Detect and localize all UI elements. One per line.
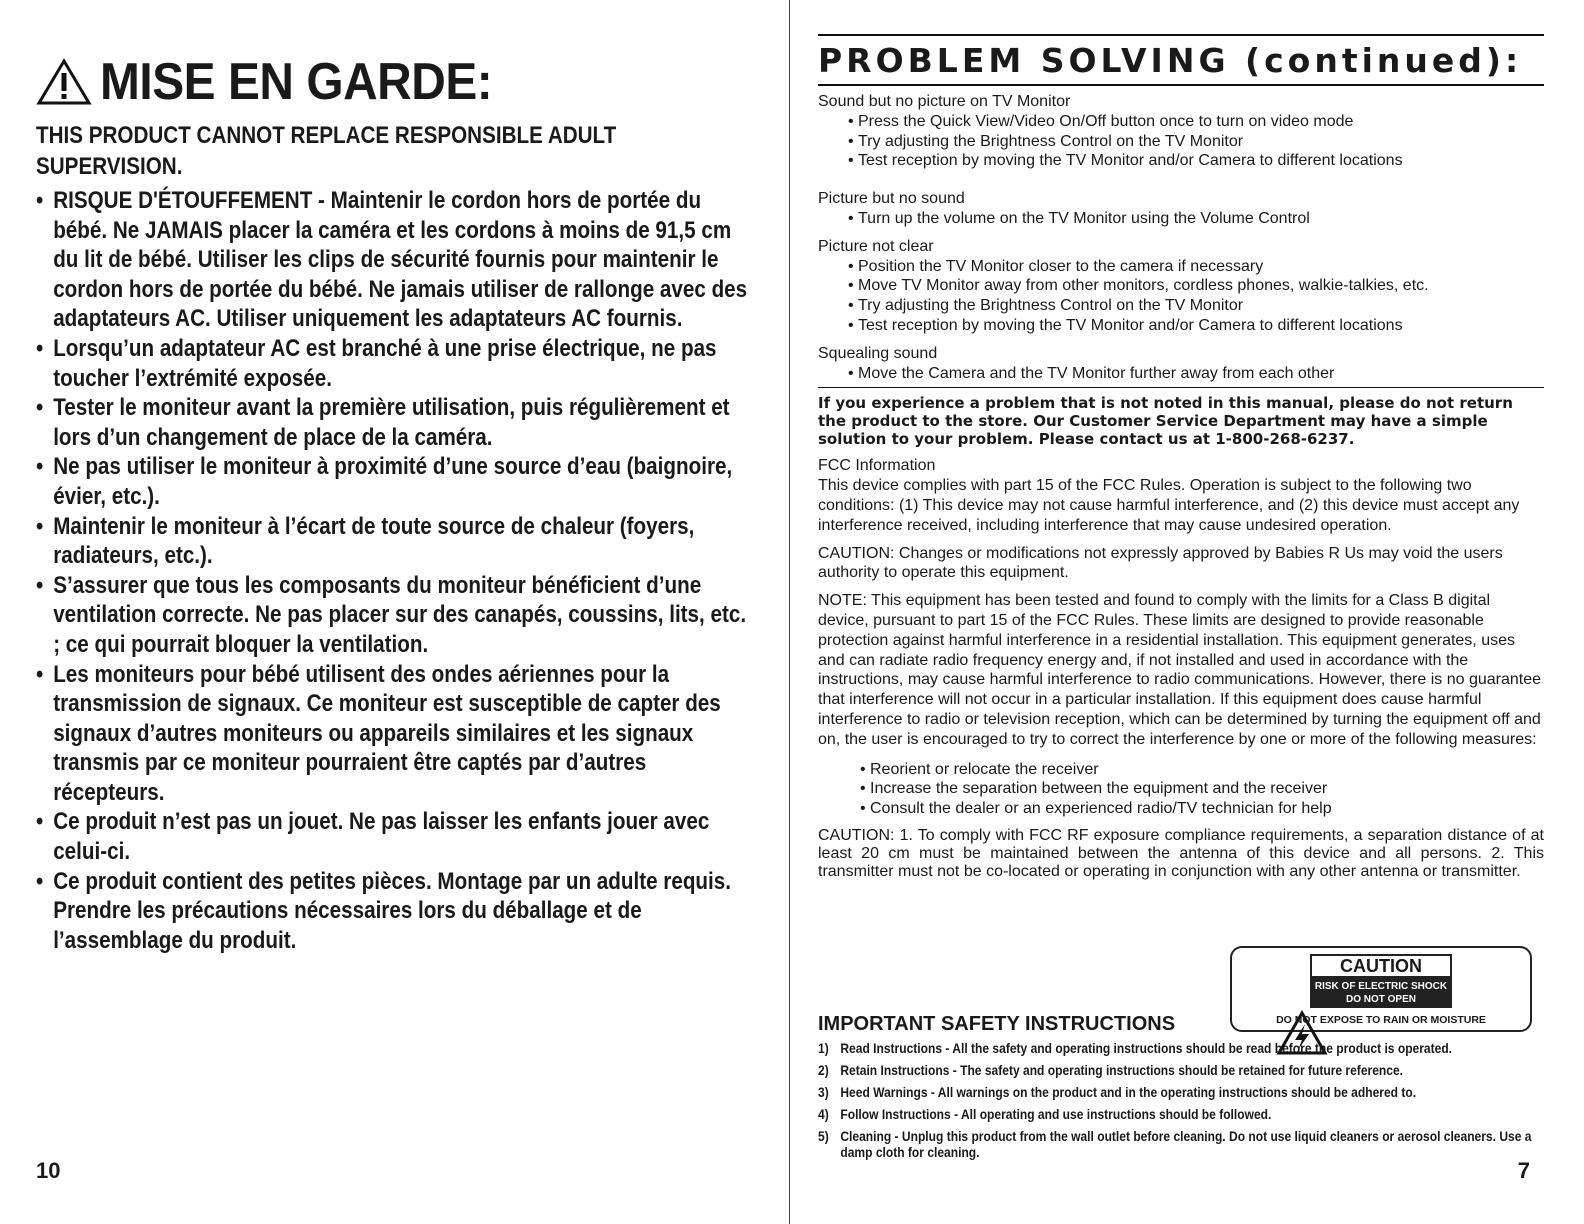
fcc-heading: FCC Information xyxy=(818,457,936,475)
list-item: • Ne pas utiliser le moniteur à proximité d’une source d’eau (baignoire, évier, etc.). xyxy=(36,452,758,511)
caution-center xyxy=(1310,954,1452,1008)
list-item: • Tester le moniteur avant la première utilisation, puis régulièrement et lors d’un changement de place de la caméra. xyxy=(36,393,758,452)
section-rule xyxy=(818,387,1544,388)
warning-header xyxy=(36,52,760,112)
customer-service-notice: If you experience a problem that is not noted in this manual, please do not return the product to the store. Our Customer Service Department may have a simple solution to your problem. Please contact us at 1-800-268-6237. xyxy=(818,394,1513,449)
problem-heading: Sound but no picture on TV Monitor xyxy=(818,93,1071,110)
item-text: Heed Warnings - All warnings on the product and in the operating instructions should be adhered to. xyxy=(840,1084,1417,1100)
item-number: 5) xyxy=(818,1128,829,1144)
caution-label xyxy=(1230,946,1532,1032)
measures-list xyxy=(818,760,1544,819)
item-text: Read Instructions - All the safety and operating instructions should be read before the product is operated. xyxy=(840,1040,1453,1056)
fcc-section xyxy=(818,456,1544,535)
fcc-text: This device complies with part 15 of the FCC Rules. Operation is subject to the following two conditions: (1) This device may not cause harmful interference, and (2) this device must accept any interference received, including interference that may cause undesired operation. xyxy=(818,477,1520,534)
problem-group xyxy=(818,344,1544,384)
page-number: 10 xyxy=(36,1158,61,1183)
item-number: 4) xyxy=(818,1106,829,1122)
tip-item: • Press the Quick View/Video On/Off button once to turn on video mode xyxy=(818,112,1544,132)
do-not-open-text: DO NOT OPEN xyxy=(1345,994,1416,1005)
caution-subtext xyxy=(1310,978,1452,1008)
tip-item: • Try adjusting the Brightness Control on the TV Monitor xyxy=(818,132,1544,152)
list-item xyxy=(818,1106,1554,1122)
caution-footer: DO NOT EXPOSE TO RAIN OR MOISTURE xyxy=(1276,1014,1486,1026)
list-item xyxy=(818,1062,1554,1078)
title-rule xyxy=(818,84,1544,86)
problem-group xyxy=(818,92,1544,171)
list-item xyxy=(818,1084,1554,1100)
item-number: 1) xyxy=(818,1040,829,1056)
warning-triangle-icon xyxy=(36,58,92,106)
tip-item: • Position the TV Monitor closer to the camera if necessary xyxy=(818,257,1544,277)
list-item: • Consult the dealer or an experienced radio/TV technician for help xyxy=(818,799,1544,819)
tip-item: • Test reception by moving the TV Monitor and/or Camera to different locations xyxy=(818,316,1544,336)
list-item: • RISQUE D'ÉTOUFFEMENT - Maintenir le cordon hors de portée du bébé. Ne JAMAIS placer la caméra et les cordons à moins de 91,5 cm du lit de bébé. Utiliser les clips de sécurité fournis pour maintenir le cordon hors de portée du bébé. Ne jamais utiliser de rallonge avec des adaptateurs AC. Utiliser uniquement les adaptateurs AC fournis. xyxy=(36,186,758,334)
warning-title: MISE EN GARDE: xyxy=(100,53,493,111)
warning-list xyxy=(36,186,758,955)
list-item xyxy=(818,1128,1554,1160)
problem-group xyxy=(818,237,1544,336)
rf-caution-text: CAUTION: 1. To comply with FCC RF exposure compliance requirements, a separation distance of at least 20 cm must be maintained between the antenna of this device and all persons. 2. This transmitter must not be co-located or operating in conjunction with any other antenna or transmitter. xyxy=(818,826,1544,880)
left-page xyxy=(0,0,790,1224)
list-item: • S’assurer que tous les composants du moniteur bénéficient d’une ventilation correcte. Ne pas placer sur des canapés, coussins, lits, etc. ; ce qui pourrait bloquer la ventilation. xyxy=(36,571,758,660)
list-item: • Lorsqu’un adaptateur AC est branché à une prise électrique, ne pas toucher l’extrémité exposée. xyxy=(36,334,758,393)
shock-risk-text: RISK OF ELECTRIC SHOCK xyxy=(1314,981,1448,992)
problem-list xyxy=(818,92,1544,383)
tip-item: • Move TV Monitor away from other monitors, cordless phones, walkie-talkies, etc. xyxy=(818,276,1544,296)
safety-header-row xyxy=(818,946,1532,1034)
caution-text: CAUTION: Changes or modifications not expressly approved by Babies R Us may void the users authority to operate this equipment. xyxy=(818,544,1503,582)
list-item: • Les moniteurs pour bébé utilisent des ondes aériennes pour la transmission de signaux. Ce moniteur est susceptible de capter des signaux d’autres moniteurs ou appareils similaires et les signaux transmis par ce moniteur pourraient être captés par d’autres récepteurs. xyxy=(36,660,758,808)
supervision-notice: THIS PRODUCT CANNOT REPLACE RESPONSIBLE ADULT SUPERVISION. xyxy=(36,122,617,180)
tip-item: • Turn up the volume on the TV Monitor using the Volume Control xyxy=(818,209,1544,229)
caution-heading: CAUTION xyxy=(1310,954,1452,978)
tip-item: • Move the Camera and the TV Monitor further away from each other xyxy=(818,364,1544,384)
problem-solving-title: PROBLEM SOLVING (continued): xyxy=(818,41,1523,80)
problem-heading: Picture not clear xyxy=(818,237,934,255)
safety-title: IMPORTANT SAFETY INSTRUCTIONS xyxy=(818,1013,1176,1035)
problem-heading: Picture but no sound xyxy=(818,190,965,208)
note-text: NOTE: This equipment has been tested and found to comply with the limits for a Class B digital device, pursuant to part 15 of the FCC Rules. These limits are designed to provide reasonable protection against harmful interference in a residential installation. This equipment generates, uses and can radiate radio frequency energy and, if not installed and used in accordance with the instructions, may cause harmful interference to radio communications. However, there is no guarantee that interference will not occur in a particular installation. If this equipment does cause harmful interference to radio or television reception, which can be determined by turning the equipment off and on, the user is encouraged to try to correct the interference by one or more of the following measures: xyxy=(818,592,1542,748)
list-item: • Maintenir le moniteur à l’écart de toute source de chaleur (foyers, radiateurs, etc.). xyxy=(36,512,758,571)
list-item: • Ce produit n’est pas un jouet. Ne pas laisser les enfants jouer avec celui-ci. xyxy=(36,807,758,866)
item-text: Cleaning - Unplug this product from the wall outlet before cleaning. Do not use liquid cleaners or aerosol cleaners. Use a damp cloth for cleaning. xyxy=(840,1128,1532,1160)
title-rule xyxy=(818,34,1544,36)
list-item: • Increase the separation between the equipment and the receiver xyxy=(818,779,1544,799)
list-item: • Reorient or relocate the receiver xyxy=(818,760,1544,780)
page-number: 7 xyxy=(1517,1158,1530,1183)
item-number: 3) xyxy=(818,1084,829,1100)
item-number: 2) xyxy=(818,1062,829,1078)
problem-group xyxy=(818,189,1544,229)
item-text: Follow Instructions - All operating and use instructions should be followed. xyxy=(840,1106,1272,1122)
list-item: • Ce produit contient des petites pièces. Montage par un adulte requis. Prendre les précautions nécessaires lors du déballage et de l’assemblage du produit. xyxy=(36,867,758,956)
item-text: Retain Instructions - The safety and operating instructions should be retained for future reference. xyxy=(840,1062,1403,1078)
tip-item: • Try adjusting the Brightness Control on the TV Monitor xyxy=(818,296,1544,316)
safety-instructions-list xyxy=(818,1040,1532,1166)
tip-item: • Test reception by moving the TV Monitor and/or Camera to different locations xyxy=(818,151,1544,171)
list-item xyxy=(818,1040,1554,1056)
problem-heading: Squealing sound xyxy=(818,344,938,362)
